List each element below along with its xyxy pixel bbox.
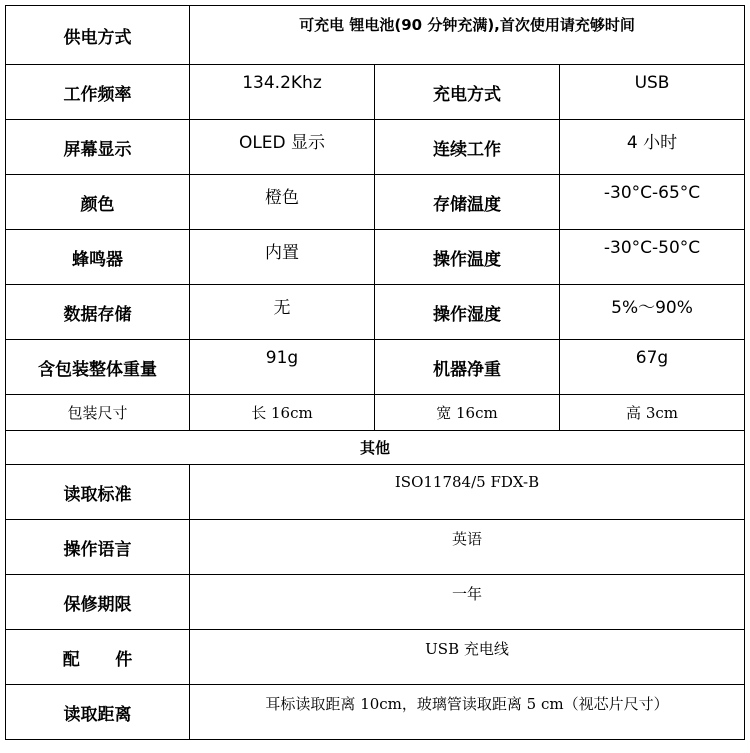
package-width: 宽 16cm (375, 395, 560, 431)
spec-value: 91g (190, 340, 375, 395)
power-label: 供电方式 (6, 6, 190, 65)
spec-label: 配 件 (6, 630, 190, 685)
spec-value: 内置 (190, 230, 375, 285)
table-row (6, 65, 745, 120)
spec-label: 蜂鸣器 (6, 230, 190, 285)
spec-value: 耳标读取距离 10cm，玻璃管读取距离 5 cm（视芯片尺寸） (190, 685, 745, 740)
package-length: 长 16cm (190, 395, 375, 431)
table-row (6, 6, 745, 65)
spec-label: 操作温度 (375, 230, 560, 285)
spec-value: OLED 显示 (190, 120, 375, 175)
table-row (6, 340, 745, 395)
spec-label: 操作湿度 (375, 285, 560, 340)
table-row (6, 520, 745, 575)
spec-label: 颜色 (6, 175, 190, 230)
spec-value: 134.2Khz (190, 65, 375, 120)
spec-label: 读取距离 (6, 685, 190, 740)
package-row (6, 395, 745, 431)
spec-value: USB 充电线 (190, 630, 745, 685)
spec-value: ISO11784/5 FDX-B (190, 465, 745, 520)
spec-table (5, 5, 745, 740)
table-row (6, 465, 745, 520)
spec-value: 一年 (190, 575, 745, 630)
spec-label: 屏幕显示 (6, 120, 190, 175)
table-row (6, 575, 745, 630)
spec-value: -30°C-65°C (560, 175, 745, 230)
table-row (6, 630, 745, 685)
table-row (6, 175, 745, 230)
table-row (6, 230, 745, 285)
spec-value: 橙色 (190, 175, 375, 230)
spec-value: 67g (560, 340, 745, 395)
section-header-row (6, 431, 745, 465)
table-row (6, 285, 745, 340)
table-row (6, 120, 745, 175)
spec-value: 英语 (190, 520, 745, 575)
spec-label: 机器净重 (375, 340, 560, 395)
package-label: 包装尺寸 (6, 395, 190, 431)
spec-value: 无 (190, 285, 375, 340)
spec-label: 数据存储 (6, 285, 190, 340)
spec-value: -30°C-50°C (560, 230, 745, 285)
section-header-other: 其他 (6, 431, 745, 465)
spec-label: 充电方式 (375, 65, 560, 120)
spec-label: 操作语言 (6, 520, 190, 575)
spec-label: 连续工作 (375, 120, 560, 175)
spec-label: 工作频率 (6, 65, 190, 120)
package-height: 高 3cm (560, 395, 745, 431)
spec-value: USB (560, 65, 745, 120)
table-row (6, 685, 745, 740)
spec-label: 存储温度 (375, 175, 560, 230)
spec-label: 读取标准 (6, 465, 190, 520)
spec-value: 5%～90% (560, 285, 745, 340)
spec-value: 4 小时 (560, 120, 745, 175)
power-value: 可充电 锂电池(90 分钟充满),首次使用请充够时间 (190, 6, 745, 65)
spec-label: 保修期限 (6, 575, 190, 630)
spec-label: 含包装整体重量 (6, 340, 190, 395)
